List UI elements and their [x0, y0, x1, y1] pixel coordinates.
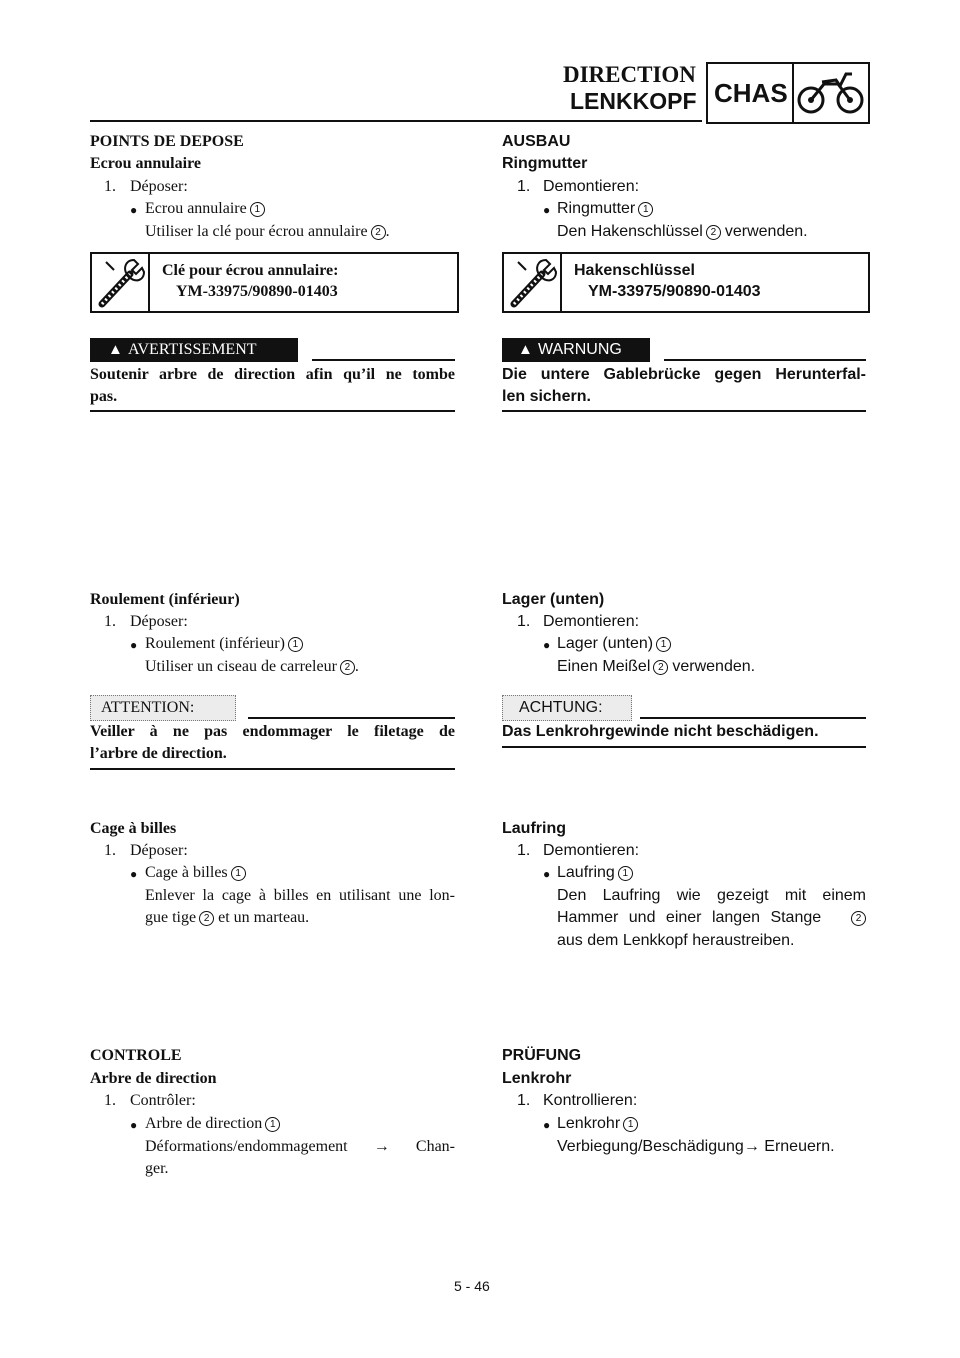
- fr-warning-text-l1: Soutenir arbre de direction afin qu’il ne tombe: [90, 366, 455, 383]
- callout-1: 1: [618, 866, 633, 881]
- callout-1: 1: [623, 1117, 638, 1132]
- bullet-icon: ●: [543, 867, 551, 881]
- section-separator: [792, 64, 794, 122]
- wrench-icon: [92, 254, 150, 311]
- fr-note-4-l1: Déformations/endommagement → Chan-: [145, 1138, 455, 1155]
- de-warning-label: ▲ WARNUNG: [502, 338, 650, 362]
- fr-bullet-item-2: Roulement (inférieur) 1: [145, 633, 303, 656]
- de-note-3-l3: aus dem Lenkkopf heraustreiben.: [557, 932, 795, 949]
- fr-step: Déposer:: [130, 178, 188, 195]
- wrench-icon: [504, 254, 562, 311]
- callout-1: 1: [656, 637, 671, 652]
- fr-step-3: Déposer:: [130, 842, 188, 859]
- bullet-icon: ●: [130, 867, 138, 881]
- de-step-2: Demontieren:: [543, 613, 640, 630]
- de-attention-rule-bottom: [502, 746, 866, 748]
- fr-step-number-4: 1.: [104, 1092, 116, 1109]
- fr-attention-label: ATTENTION:: [90, 695, 236, 721]
- de-step-number: 1.: [517, 178, 531, 195]
- de-note-3-l2: Hammer und einer langen Stange 2: [557, 907, 866, 930]
- de-subtitle-2: Lager (unten): [502, 591, 605, 608]
- fr-warning-text-l2: pas.: [90, 388, 118, 405]
- fr-warning-rule-bottom: [90, 410, 455, 412]
- fr-step-number: 1.: [104, 178, 116, 195]
- fr-warning-rule-top: [312, 359, 455, 361]
- page-number: 5 - 46: [454, 1278, 490, 1294]
- fr-note-3-l2: gue tige 2 et un marteau.: [145, 909, 310, 926]
- warning-triangle-icon: ▲: [518, 341, 533, 358]
- callout-2: 2: [706, 225, 721, 240]
- fr-attention-text-l2: l’arbre de direction.: [90, 745, 227, 762]
- fr-step-number-3: 1.: [104, 842, 116, 859]
- fr-attention-text-l1: Veiller à ne pas endommager le filetage de: [90, 723, 455, 740]
- callout-1: 1: [265, 1117, 280, 1132]
- callout-2: 2: [371, 225, 386, 240]
- bullet-icon: ●: [543, 1118, 551, 1132]
- callout-1: 1: [638, 202, 653, 217]
- de-subtitle-3: Laufring: [502, 820, 566, 837]
- de-section-title-4: PRÜFUNG: [502, 1047, 582, 1064]
- fr-subtitle: Ecrou annulaire: [90, 155, 201, 172]
- fr-note-4-l2: ger.: [145, 1160, 169, 1177]
- de-note-2: Einen Meißel 2 verwenden.: [557, 658, 756, 675]
- fr-note: Utiliser la clé pour écrou annulaire 2 .: [145, 223, 390, 240]
- de-bullet-item-4: Lenkrohr 1: [557, 1113, 638, 1136]
- fr-subtitle-2: Roulement (inférieur): [90, 591, 240, 608]
- de-attention-rule-top: [640, 717, 866, 719]
- fr-tool-name: Clé pour écrou annulaire:: [162, 262, 339, 279]
- fr-step-4: Contrôler:: [130, 1092, 196, 1109]
- de-step-number-2: 1.: [517, 613, 531, 630]
- header-rule: [90, 120, 702, 122]
- de-subtitle: Ringmutter: [502, 155, 588, 172]
- de-attention-text: Das Lenkrohrgewinde nicht beschädigen.: [502, 723, 819, 740]
- fr-attention-rule-bottom: [90, 768, 455, 770]
- de-attention-label: ACHTUNG:: [502, 695, 632, 721]
- motorcycle-icon: [796, 68, 866, 118]
- fr-warning-label: ▲ AVERTISSEMENT: [90, 338, 298, 362]
- fr-attention-rule-top: [248, 717, 455, 719]
- fr-subtitle-3: Cage à billes: [90, 820, 177, 837]
- de-warning-rule-bottom: [502, 410, 866, 412]
- de-bullet-item-3: Laufring 1: [557, 862, 633, 885]
- fr-section-title: POINTS DE DEPOSE: [90, 133, 244, 150]
- callout-2: 2: [653, 660, 668, 675]
- bullet-icon: ●: [130, 638, 138, 652]
- fr-bullet-item: Ecrou annulaire 1: [145, 198, 265, 221]
- de-step-number-4: 1.: [517, 1092, 531, 1109]
- fr-bullet-item-4: Arbre de direction 1: [145, 1113, 280, 1136]
- fr-note-3-l1: Enlever la cage à billes en utilisant une lon-: [145, 887, 455, 904]
- header-title-fr: DIRECTION: [563, 62, 696, 87]
- callout-1: 1: [288, 637, 303, 652]
- de-warning-rule-top: [664, 359, 866, 361]
- de-bullet-item-2: Lager (unten) 1: [557, 633, 671, 656]
- de-note-4: Verbiegung/Beschädigung→ Erneuern.: [557, 1138, 835, 1155]
- fr-note-2: Utiliser un ciseau de carreleur 2 .: [145, 658, 359, 675]
- de-note-3-l1: Den Laufring wie gezeigt mit einem: [557, 887, 866, 904]
- de-tool-name: Hakenschlüssel: [574, 262, 695, 279]
- de-step-4: Kontrollieren:: [543, 1092, 638, 1109]
- de-step-number-3: 1.: [517, 842, 531, 859]
- de-subtitle-4: Lenkrohr: [502, 1070, 572, 1087]
- fr-subtitle-4: Arbre de direction: [90, 1070, 217, 1087]
- fr-tool-box: [90, 252, 459, 313]
- de-section-title: AUSBAU: [502, 133, 571, 150]
- de-warning-text-l1: Die untere Gablebrücke gegen Herunterfal-: [502, 366, 866, 383]
- callout-2: 2: [851, 911, 866, 926]
- de-bullet-item: Ringmutter 1: [557, 198, 653, 221]
- fr-tool-code: YM-33975/90890-01403: [176, 283, 338, 300]
- warning-triangle-icon: ▲: [108, 342, 123, 358]
- de-step: Demontieren:: [543, 178, 640, 195]
- fr-bullet-item-3: Cage à billes 1: [145, 862, 246, 885]
- de-warning-text-l2: len sichern.: [502, 388, 591, 405]
- de-tool-code: YM-33975/90890-01403: [588, 283, 761, 300]
- header-title-de: LENKKOPF: [570, 88, 697, 114]
- callout-2: 2: [340, 660, 355, 675]
- de-tool-box: [502, 252, 870, 313]
- fr-section-title-4: CONTROLE: [90, 1047, 182, 1064]
- callout-1: 1: [231, 866, 246, 881]
- fr-step-2: Déposer:: [130, 613, 188, 630]
- callout-1: 1: [250, 202, 265, 217]
- bullet-icon: ●: [130, 1118, 138, 1132]
- fr-step-number-2: 1.: [104, 613, 116, 630]
- section-code: CHAS: [714, 78, 788, 108]
- de-step-3: Demontieren:: [543, 842, 640, 859]
- bullet-icon: ●: [543, 203, 551, 217]
- bullet-icon: ●: [543, 638, 551, 652]
- bullet-icon: ●: [130, 203, 138, 217]
- callout-2: 2: [199, 911, 214, 926]
- section-badge: [706, 62, 870, 124]
- de-note: Den Hakenschlüssel 2 verwenden.: [557, 223, 808, 240]
